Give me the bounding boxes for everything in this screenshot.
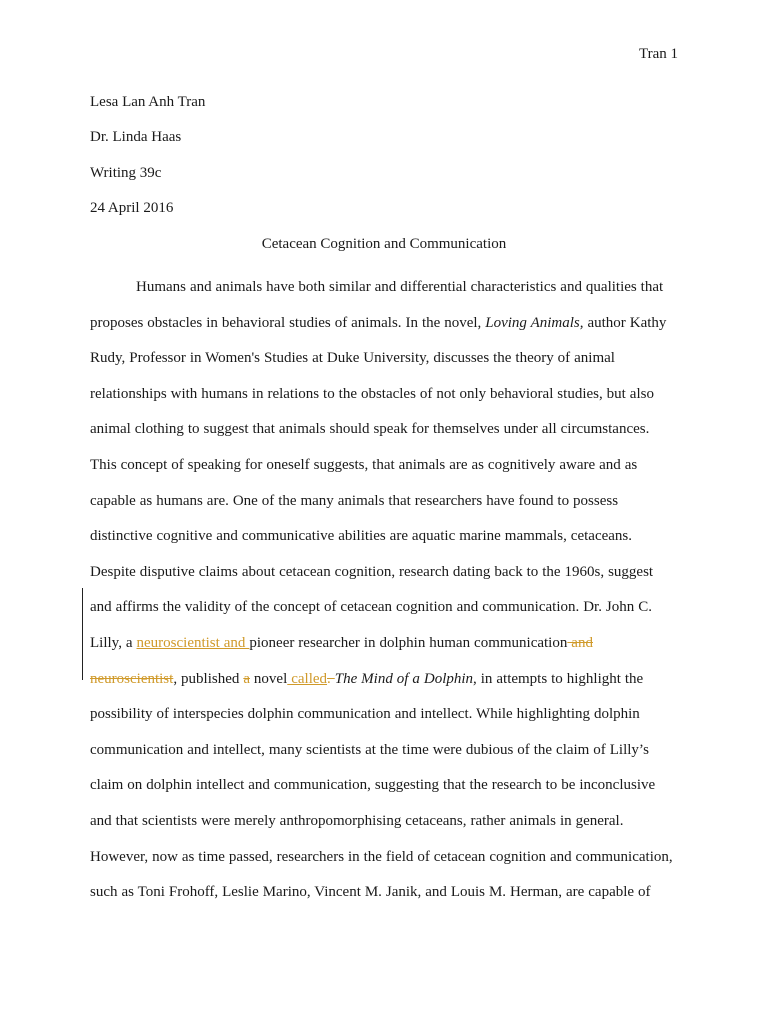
tracked-deletion: . [327, 670, 335, 687]
body-line: animal clothing to suggest that animals should speak for themselves under all circumstances. [90, 421, 650, 438]
body-line: relationships with humans in relations to the obstacles of not only behavioral studies, but also [90, 385, 654, 402]
change-bar [82, 588, 83, 680]
body-line [90, 662, 680, 698]
essay-title: Cetacean Cognition and Communication [261, 236, 507, 252]
submission-date: 24 April 2016 [90, 200, 174, 216]
body-line: Despite disputive claims about cetacean cognition, research dating back to the 1960s, suggest [90, 563, 654, 580]
book-title: Loving Animals, [485, 314, 584, 331]
author-name: Lesa Lan Anh Tran [90, 94, 206, 110]
body-line: distinctive cognitive and communicative abilities are aquatic marine mammals, cetaceans. [90, 528, 633, 545]
body-line: such as Toni Frohoff, Leslie Marino, Vincent M. Janik, and Louis M. Herman, are capable of [90, 884, 651, 901]
body-line: Rudy, Professor in Women's Studies at Duke University, discusses the theory of animal [90, 350, 615, 367]
body-text: pioneer researcher in dolphin human communication [249, 634, 568, 651]
body-line: claim on dolphin intellect and communication, suggesting that the research to be inconclusive [90, 777, 656, 794]
body-line: Humans and animals have both similar and differential characteristics and qualities that [136, 279, 664, 295]
body-line: and affirms the validity of the concept of cetacean cognition and communication. Dr. John C. [90, 599, 652, 616]
tracked-insertion: neuroscientist and [136, 634, 250, 651]
body-line: and that scientists were merely anthropomorphising cetaceans, rather animals in general. [90, 812, 624, 829]
body-line: communication and intellect, many scientists at the time were dubious of the claim of Lilly’s [90, 741, 649, 758]
body-text: proposes obstacles in behavioral studies of animals. In the novel, [90, 314, 486, 331]
body-text: author Kathy [583, 314, 667, 331]
body-text: Lilly, a [90, 634, 137, 651]
tracked-deletion: and [567, 634, 593, 651]
tracked-insertion: called [287, 670, 328, 687]
body-line: possibility of interspecies dolphin communication and intellect. While highlighting dolphin [90, 706, 640, 723]
body-text: , in attempts to highlight the [473, 670, 644, 687]
essay-body [90, 270, 680, 911]
body-text: novel [249, 670, 288, 687]
tracked-deletion: neuroscientist [90, 670, 174, 687]
instructor-name: Dr. Linda Haas [90, 129, 182, 145]
body-text: , published [173, 670, 244, 687]
book-title: The Mind of a Dolphin [334, 670, 474, 687]
body-line [90, 626, 680, 662]
body-line: capable as humans are. One of the many animals that researchers have found to possess [90, 492, 619, 509]
body-line [90, 306, 680, 342]
tracked-deletion: a [243, 670, 250, 687]
course-name: Writing 39c [90, 165, 162, 181]
running-head: Tran 1 [638, 46, 678, 62]
body-line: However, now as time passed, researchers in the field of cetacean cognition and communication, [90, 848, 673, 865]
body-line: This concept of speaking for oneself suggests, that animals are as cognitively aware and as [90, 456, 638, 473]
